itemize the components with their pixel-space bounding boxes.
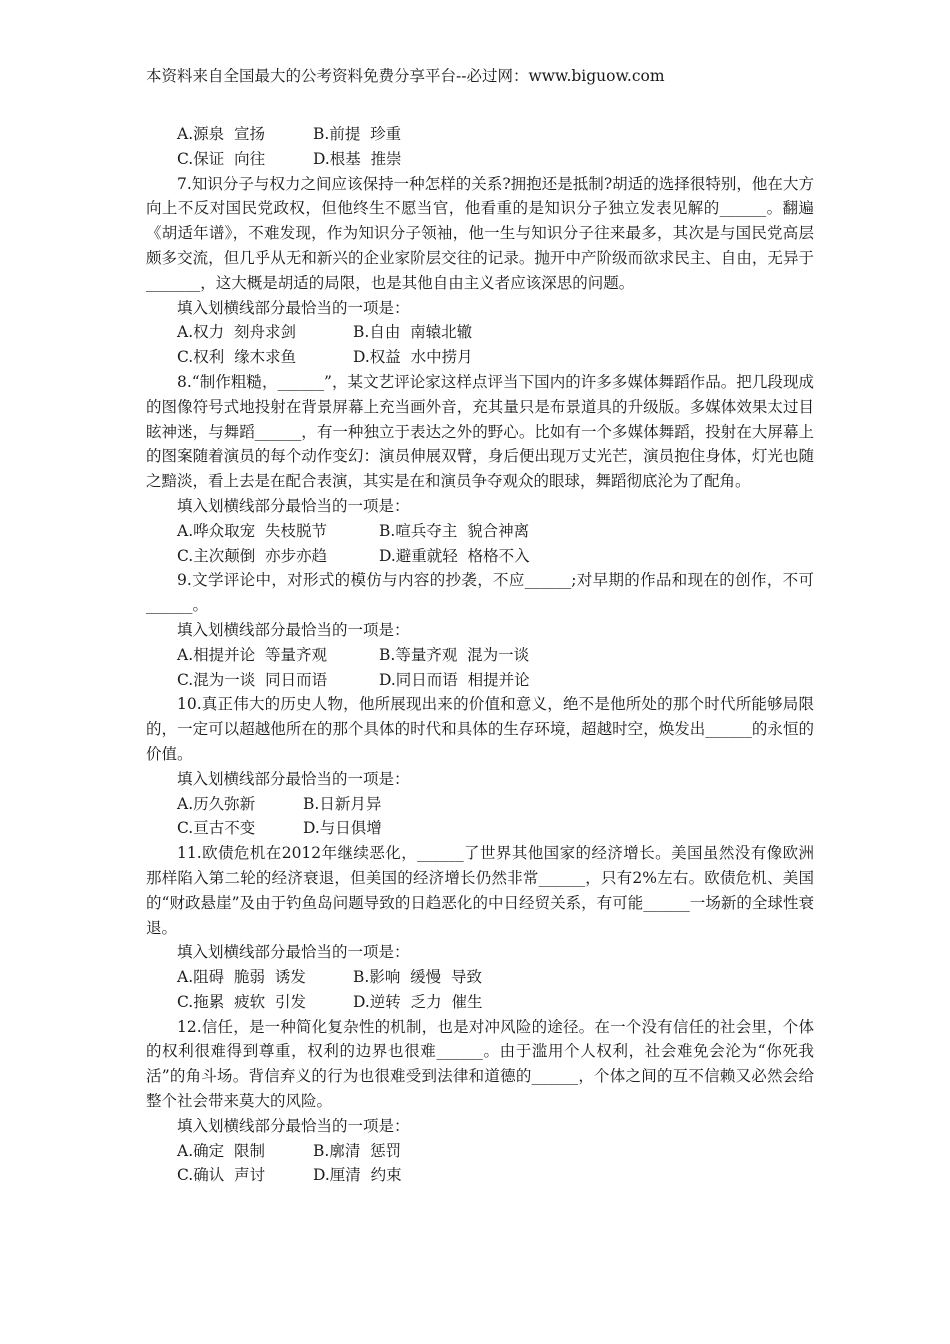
q9-options-row-1 xyxy=(146,643,814,668)
q10-question: 10.真正伟大的历史人物，他所展现出来的价值和意义，绝不是他所处的那个时代所能够局限的，一定可以超越他所在的那个具体的时代和具体的生存环境，超越时空，焕发出______的永恒的价值。 xyxy=(146,695,814,763)
q7-option-d: D.权益 水中捞月 xyxy=(353,348,473,367)
q8-option-b: B.喧兵夺主 貌合神离 xyxy=(379,521,530,540)
q6-option-b: B.前提 珍重 xyxy=(313,125,402,143)
q11-prompt: 填入划横线部分最恰当的一项是： xyxy=(177,943,410,962)
q12-option-a: A.确定 限制 xyxy=(177,1141,265,1160)
q12-options-row-2 xyxy=(146,1163,814,1188)
q8-option-c: C.主次颠倒 亦步亦趋 xyxy=(177,546,328,565)
q7-options-row-2 xyxy=(146,345,814,370)
q10-options-row-2 xyxy=(146,816,814,841)
q12-prompt: 填入划横线部分最恰当的一项是： xyxy=(177,1116,410,1135)
q11-option-a: A.阻碍 脆弱 诱发 xyxy=(177,968,306,987)
page-header: 本资料来自全国最大的公考资料免费分享平台--必过网：www.biguow.com xyxy=(146,67,665,85)
q7-question: 7.知识分子与权力之间应该保持一种怎样的关系?拥抱还是抵制?胡适的选择很特别，他在大方向上不反对国民党政权，但他终生不愿当官，他看重的是知识分子独立发表见解的______。翻遍《胡适年谱》，不难发现，作为知识分子领袖，他一生与知识分子往来最多，其次是与国民党高层颇多交流，但几乎从无和新兴的企业家阶层交往的记录。抛开中产阶级而欲求民主、自由，无异于_______，这大概是胡适的局限，也是其他自由主义者应该深思的问题。 xyxy=(146,174,814,292)
q10-prompt: 填入划横线部分最恰当的一项是： xyxy=(177,769,410,788)
q11-option-c: C.拖累 疲软 引发 xyxy=(177,992,306,1011)
q12-option-c: C.确认 声讨 xyxy=(177,1166,266,1185)
document-body xyxy=(146,122,814,1188)
q12-options-row-1 xyxy=(146,1139,814,1164)
q7-prompt: 填入划横线部分最恰当的一项是： xyxy=(177,298,410,317)
q7-option-a: A.权力 刻舟求剑 xyxy=(177,323,296,342)
q10-option-a: A.历久弥新 xyxy=(177,794,256,813)
q8-prompt: 填入划横线部分最恰当的一项是： xyxy=(177,496,410,515)
q7-option-c: C.权利 缘木求鱼 xyxy=(177,348,297,367)
q12-option-b: B.廓清 惩罚 xyxy=(313,1141,402,1160)
q7-options-row-1 xyxy=(146,320,814,345)
q10-option-c: C.亘古不变 xyxy=(177,819,256,838)
q12-question: 12.信任，是一种简化复杂性的机制，也是对冲风险的途径。在一个没有信任的社会里，个体的权利很难得到尊重，权利的边界也很难______。由于滥用个人权利，社会难免会沦为“你死我活”的角斗场。背信弃义的行为也很难受到法律和道德的______，个体之间的互不信赖又必然会给整个社会带来莫大的风险。 xyxy=(146,1017,814,1111)
q9-option-d: D.同日而语 相提并论 xyxy=(379,670,530,689)
q11-option-b: B.影响 缓慢 导致 xyxy=(353,968,483,987)
q8-options-row-1 xyxy=(146,519,814,544)
q10-option-b: B.日新月异 xyxy=(303,794,382,813)
q11-options-row-1 xyxy=(146,965,814,990)
q6-option-d: D.根基 推崇 xyxy=(313,149,402,168)
q11-question: 11.欧债危机在2012年继续恶化，______了世界其他国家的经济增长。美国虽然没有像欧洲那样陷入第二轮的经济衰退，但美国的经济增长仍然非常______，只有2%左右。欧债危机、美国的“财政悬崖”及由于钓鱼岛问题导致的日趋恶化的中日经贸关系，有可能______一场新的全球性衰退。 xyxy=(146,844,814,937)
q6-options-row-2 xyxy=(146,147,814,172)
q9-options-row-2 xyxy=(146,668,814,693)
q6-option-a: A.源泉 宣扬 xyxy=(177,125,265,143)
q9-option-c: C.混为一谈 同日而语 xyxy=(177,670,328,689)
q7-option-b: B.自由 南辕北辙 xyxy=(353,323,473,342)
q10-option-d: D.与日俱增 xyxy=(303,819,382,838)
q9-prompt: 填入划横线部分最恰当的一项是： xyxy=(177,620,410,639)
q11-options-row-2 xyxy=(146,990,814,1015)
q12-option-d: D.厘清 约束 xyxy=(313,1166,402,1185)
q9-question: 9.文学评论中，对形式的模仿与内容的抄袭，不应______;对早期的作品和现在的创作，不可______。 xyxy=(146,571,814,615)
q8-options-row-2 xyxy=(146,544,814,569)
q9-option-b: B.等量齐观 混为一谈 xyxy=(379,645,530,664)
q6-options-row-1 xyxy=(146,122,814,147)
q10-options-row-1 xyxy=(146,792,814,817)
q11-option-d: D.逆转 乏力 催生 xyxy=(353,992,483,1011)
q9-option-a: A.相提并论 等量齐观 xyxy=(177,645,327,664)
q8-question: 8.“制作粗糙，______”，某文艺评论家这样点评当下国内的许多多媒体舞蹈作品。把几段现成的图像符号式地投射在背景屏幕上充当画外音，充其量只是布景道具的升级版。多媒体效果太过目眩神迷，与舞蹈______，有一种独立于表达之外的野心。比如有一个多媒体舞蹈，投射在大屏幕上的图案随着演员的每个动作变幻：演员伸展双臂，身后便出现万丈光芒，演员抱住身体，灯光也随之黯淡，看上去是在配合表演，其实是在和演员争夺观众的眼球，舞蹈彻底沦为了配角。 xyxy=(146,372,814,491)
q8-option-d: D.避重就轻 格格不入 xyxy=(379,546,530,565)
q8-option-a: A.哗众取宠 失枝脱节 xyxy=(177,521,327,540)
q6-option-c: C.保证 向往 xyxy=(177,149,266,168)
